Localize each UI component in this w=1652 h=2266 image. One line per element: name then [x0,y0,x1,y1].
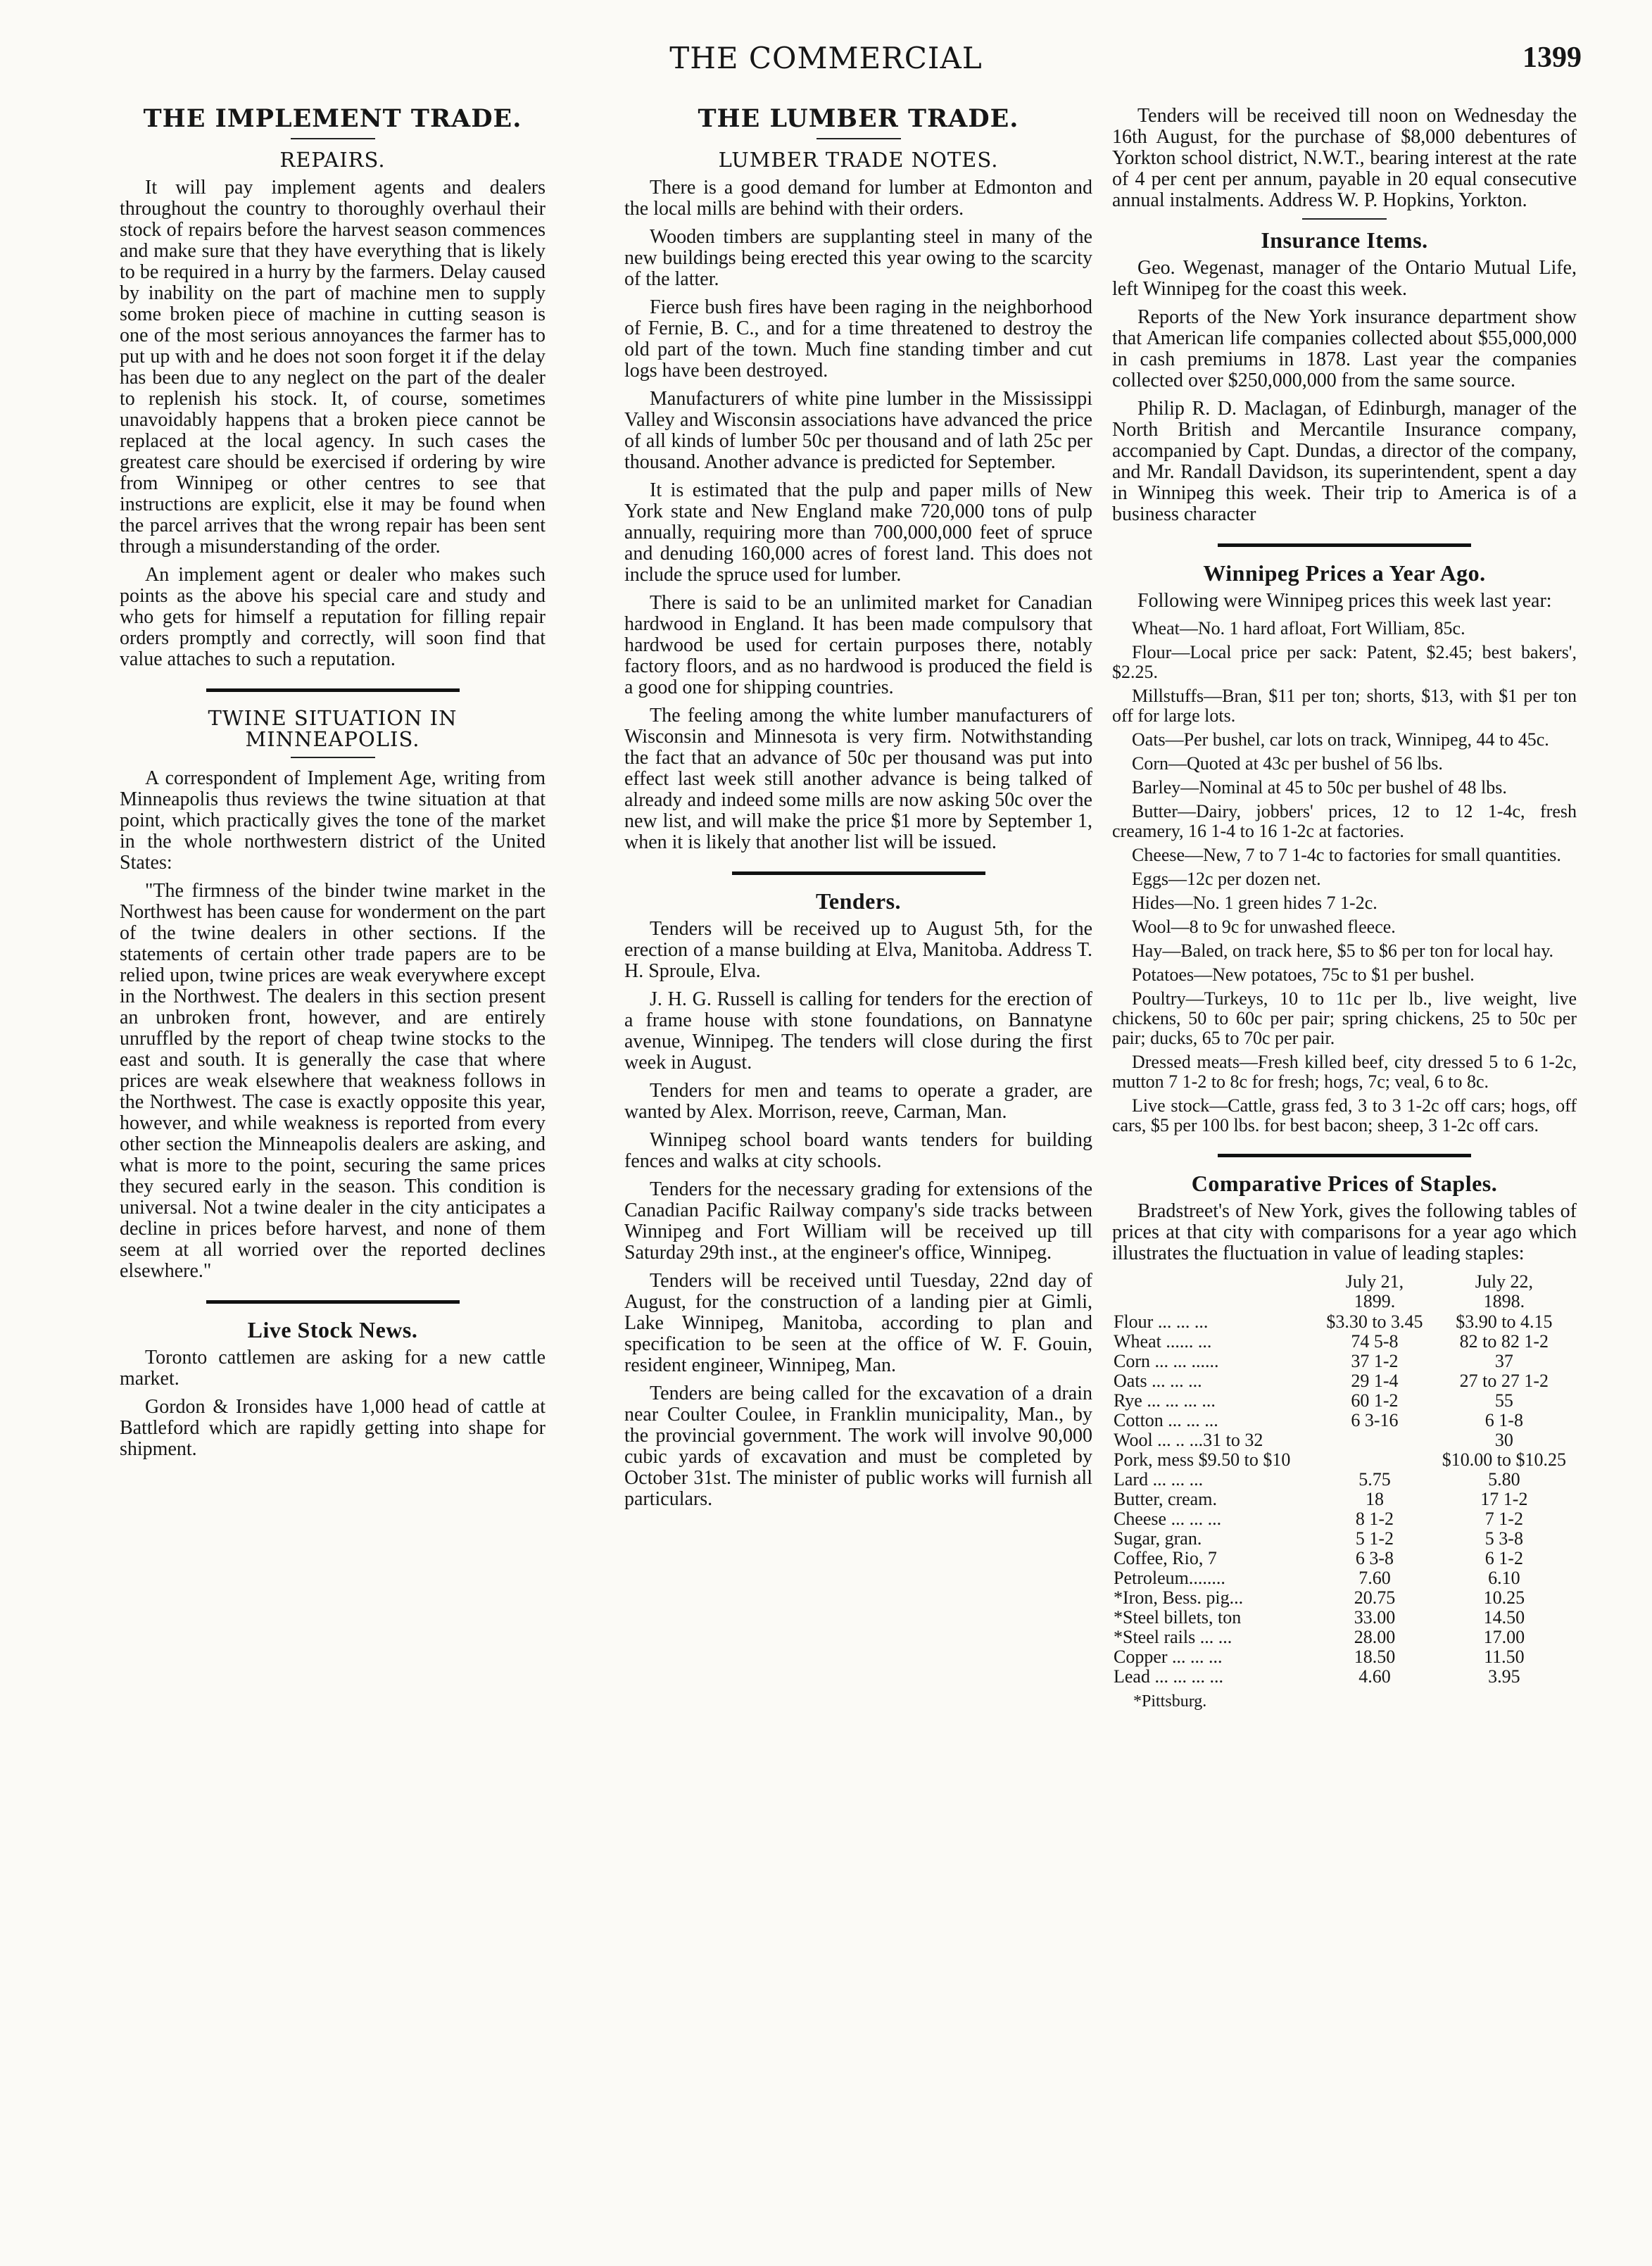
staples-intro: Bradstreet's of New York, gives the following tables of prices at that city with comparisons for a year ago which illustrates the fluctuation in value of leading staples: [1112,1200,1577,1264]
price-item: Flour—Local price per sack: Patent, $2.45; best bakers', $2.25. [1112,642,1577,682]
staple-name: *Steel billets, ton [1114,1607,1242,1628]
price-item: Butter—Dairy, jobbers' prices, 12 to 12 1-4c, fresh creamery, 16 1-4 to 16 1-2c at factories. [1112,801,1577,841]
price-item: Oats—Per bushel, car lots on track, Winnipeg, 44 to 45c. [1132,729,1549,750]
section-divider [1218,1154,1471,1157]
price-1898: 27 to 27 1-2 [1459,1371,1549,1391]
section-divider [732,871,985,875]
staple-name: Coffee, Rio, 7 [1114,1548,1217,1568]
staple-name: Cotton ... ... ... [1114,1410,1218,1430]
divider [1302,218,1387,220]
table-header-col-1898 [1432,1271,1577,1312]
price-item: Poultry—Turkeys, 10 to 11c per lb., live weight, live chickens, 50 to 60c per pair; spring chickens, 25 to 50c per pair; ducks, 65 to 70c per pair. [1112,988,1577,1048]
staple-name: *Iron, Bess. pig... [1114,1587,1244,1608]
price-1899: 37 1-2 [1351,1351,1399,1371]
footnote: *Pittsburg. [1133,1692,1207,1711]
price-item: Dressed meats—Fresh killed beef, city dressed 5 to 6 1-2c, mutton 7 1-2 to 8c for fresh; hogs, 7c; veal, 6 to 8c. [1112,1052,1577,1092]
table-header-item [1112,1271,1318,1312]
table-row [1112,1628,1577,1647]
price-1899: 20.75 [1354,1587,1396,1608]
tenders-heading: Tenders. [815,888,902,914]
staple-name: Rye ... ... ... ... [1114,1390,1216,1411]
table-row [1112,1568,1577,1588]
price-1899: 18 [1365,1489,1384,1509]
table-row [1112,1411,1577,1430]
section-divider [1218,543,1471,547]
price-item: Live stock—Cattle, grass fed, 3 to 3 1-2c off cars; hogs, off cars, $5 per 100 lbs. for best bacon; sheep, 3 1-2c off cars. [1112,1095,1577,1135]
page-number: 1399 [1522,42,1582,74]
price-item: Wheat—No. 1 hard afloat, Fort William, 85c. [1132,618,1465,638]
livestock-paragraph: Gordon & Ironsides have 1,000 head of cattle at Battleford which are rapidly getting into shape for shipment. [120,1396,546,1460]
table-header-row [1112,1271,1577,1312]
price-1898: 30 [1494,1430,1513,1450]
page-header [0,41,1652,83]
price-1899: 6 3-16 [1351,1410,1399,1430]
staple-name: Pork, mess $9.50 to $10 [1114,1449,1291,1470]
twine-paragraph: "The firmness of the binder twine market in the Northwest has been cause for wonderment on the part of the twine dealers in other sections. If the statements of certain other trade papers are to be relied upon, twine prices are weak everywhere except in the Northwest. The dealers in this section present an unbroken front, however, and are entirely unruffled by the report of cheap twine stocks to the east and south. It is generally the case that where prices are weak elsewhere that weakness follows in the Northwest. The case is exactly opposite this year, however, and while weakness is reported from every other section the Minneapolis dealers are asking, and what is more to the point, securing the same prices they secured early in the season. This condition is universal. Not a twine dealer in the city anticipates a decline in prices before harvest, and none of them seem at all worried over the reported declines elsewhere." [120,880,546,1282]
price-1899: 28.00 [1354,1627,1396,1647]
staples-heading: Comparative Prices of Staples. [1191,1171,1498,1196]
column-implement-trade [120,106,546,1467]
price-1899: 29 1-4 [1351,1371,1399,1391]
price-1899: 33.00 [1354,1607,1396,1628]
table-row [1112,1430,1577,1450]
price-item: Corn—Quoted at 43c per bushel of 56 lbs. [1132,753,1443,774]
prices-heading: Winnipeg Prices a Year Ago. [1203,560,1486,586]
price-item: Hay—Baled, on track here, $5 to $6 per ton for local hay. [1132,940,1554,961]
price-1898: 17 1-2 [1480,1489,1528,1509]
price-1899 [1318,1450,1432,1470]
price-item: Millstuffs—Bran, $11 per ton; shorts, $13, with $1 per ton off for large lots. [1112,686,1577,726]
column-lumber-trade [624,106,1092,1517]
table-row [1112,1371,1577,1391]
price-1898: 7 1-2 [1484,1509,1523,1529]
lumber-heading: THE LUMBER TRADE. [698,104,1019,133]
staple-name: Flour ... ... ... [1114,1311,1209,1332]
table-row [1112,1529,1577,1549]
table-row [1112,1312,1577,1332]
insurance-paragraph: Philip R. D. Maclagan, of Edinburgh, manager of the North British and Mercantile Insurance company, accompanied by Capt. Dundas, a director of the company, and Mr. Randall Davidson, its superintendent, spent a day in Winnipeg this week. Their trip to America is of a business character [1112,398,1577,525]
staple-name: *Steel rails ... ... [1114,1627,1232,1647]
staple-name: Copper ... ... ... [1114,1647,1223,1667]
insurance-heading: Insurance Items. [1261,227,1428,253]
column-year: 1899. [1354,1291,1396,1311]
staple-name: Lead ... ... ... ... [1114,1666,1223,1687]
table-row [1112,1470,1577,1490]
price-1898: 14.50 [1483,1607,1525,1628]
price-item: Eggs—12c per dozen net. [1132,869,1321,889]
price-1899: 60 1-2 [1351,1390,1399,1411]
price-1899: 4.60 [1358,1666,1391,1687]
livestock-paragraph: Toronto cattlemen are asking for a new cattle market. [120,1347,546,1390]
repairs-paragraph: It will pay implement agents and dealers throughout the country to thoroughly overhaul their stock of repairs before the harvest season commences and make sure that they have everything that is likely to be required in a hurry by the farmers. Delay caused by inability on the part of machine men to supply some broken piece of machine in cutting season is one of the most serious annoyances the farmer has to put up with and he does not soon forget it if the delay has been due to any neglect on the part of the dealer to replenish his stock. It, of course, sometimes unavoidably happens that a broken piece cannot be replaced at the local agency. In such cases the greatest care should be exercised if ordering by wire from Winnipeg or other centres to see that instructions are explicit, else it may be found when the parcel arrives that the wrong repair has been sent through a misunderstanding of the order. [120,177,546,558]
price-1899: 5.75 [1358,1469,1391,1490]
lumber-paragraph: The feeling among the white lumber manufacturers of Wisconsin and Minnesota is very firm. Notwithstanding the fact that an advance of 50c per thousand was put into effect last week still another advance is being talked of already and indeed some mills are now asking 50c over the new list, and will make the price $1 more by September 1, when it is likely that another list will be issued. [624,705,1092,853]
lumber-paragraph: It is estimated that the pulp and paper mills of New York state and New England make 720,000 tons of pulp annually, requiring more than 700,000,000 feet of spruce and denuding 160,000 acres of forest land. This does not include the spruce used for lumber. [624,479,1092,586]
table-row [1112,1588,1577,1608]
tender-paragraph: J. H. G. Russell is calling for tenders for the erection of a frame house with stone foundations, on Bannatyne avenue, Winnipeg. The tenders will close during the first week in August. [624,988,1092,1074]
lumber-paragraph: Manufacturers of white pine lumber in the Mississippi Valley and Wisconsin associations have advanced the price of all kinds of lumber 50c per thousand and of lath 25c per thousand. Another advance is predicted for September. [624,388,1092,473]
table-row [1112,1608,1577,1628]
staple-name: Lard ... ... ... [1114,1469,1204,1490]
table-row [1112,1450,1577,1470]
staple-name: Oats ... ... ... [1114,1371,1202,1391]
divider [816,138,901,139]
price-item: Hides—No. 1 green hides 7 1-2c. [1132,893,1377,913]
price-1898: 37 [1494,1351,1513,1371]
table-row [1112,1549,1577,1568]
staple-name: Petroleum........ [1114,1568,1225,1588]
section-divider [206,1300,460,1304]
table-row [1112,1509,1577,1529]
column-date: July 21, [1345,1271,1404,1292]
price-item: Wool—8 to 9c for unwashed fleece. [1132,917,1396,937]
column-year: 1898. [1483,1291,1525,1311]
price-1899: 5 1-2 [1355,1528,1394,1549]
lumber-paragraph: There is a good demand for lumber at Edmonton and the local mills are behind with their orders. [624,177,1092,220]
price-1898: 6 1-8 [1484,1410,1523,1430]
repairs-paragraph: An implement agent or dealer who makes such points as the above his special care and study and who gets for himself a reputation for filling repair orders promptly and correctly, will soon find that value attaches to such a reputation. [120,564,546,670]
divider [291,138,375,139]
staple-name: Sugar, gran. [1114,1528,1202,1549]
price-1899: 7.60 [1358,1568,1391,1588]
price-1898: 3.95 [1488,1666,1520,1687]
livestock-heading: Live Stock News. [247,1317,418,1342]
table-row [1112,1332,1577,1352]
staple-name: Butter, cream. [1114,1489,1217,1509]
table-row [1112,1490,1577,1509]
staple-name: Wheat ...... ... [1114,1331,1212,1352]
price-item: Barley—Nominal at 45 to 50c per bushel of 48 lbs. [1132,777,1507,798]
tender-paragraph: Tenders for the necessary grading for extensions of the Canadian Pacific Railway company's side tracks between Winnipeg and Fort William will be received up till Saturday 29th inst., at the engineer's office, Winnipeg. [624,1178,1092,1264]
column-right [1112,106,1577,1712]
price-1898: $3.90 to 4.15 [1456,1311,1553,1332]
insurance-paragraph: Geo. Wegenast, manager of the Ontario Mutual Life, left Winnipeg for the coast this week. [1112,257,1577,300]
price-1899 [1318,1430,1432,1450]
price-1899: 8 1-2 [1355,1509,1394,1529]
price-1899: 18.50 [1354,1647,1396,1667]
lumber-paragraph: There is said to be an unlimited market for Canadian hardwood in England. It has been made compulsory that hardwood be used for certain purposes there, notably factory floors, and as no hardwood is produced the field is a good one for shipping countries. [624,592,1092,698]
tender-paragraph: Tenders will be received up to August 5th, for the erection of a manse building at Elva, Manitoba. Address T. H. Sproule, Elva. [624,918,1092,982]
tender-paragraph: Tenders are being called for the excavation of a drain near Coulter Coulee, in Franklin municipality, Man., by the provincial government. The work will involve 90,000 cubic yards of excavation and must be completed by October 31st. The minister of public works will furnish all particulars. [624,1383,1092,1510]
price-1899: 74 5-8 [1351,1331,1399,1352]
staples-table-body [1112,1312,1577,1687]
table-row [1112,1667,1577,1687]
lumber-notes-heading: LUMBER TRADE NOTES. [718,148,999,172]
price-1898: $10.00 to $10.25 [1442,1449,1566,1470]
lumber-paragraph: Fierce bush fires have been raging in the neighborhood of Fernie, B. C., and for a time threatened to destroy the old part of the town. Much fine standing timber and cut logs have been destroyed. [624,296,1092,382]
tender-paragraph: Tenders will be received until Tuesday, 22nd day of August, for the construction of a landing pier at Gimli, Lake Winnipeg, Manitoba, according to plan and specification to be seen at the office of W. F. Gouin, resident engineer, Winnipeg, Man. [624,1270,1092,1376]
price-item: Cheese—New, 7 to 7 1-4c to factories for small quantities. [1132,845,1561,865]
repairs-heading: REPAIRS. [279,148,386,172]
price-1898: 5.80 [1488,1469,1520,1490]
divider [291,757,375,758]
staple-name: Corn ... ... ...... [1114,1351,1219,1371]
price-1898: 6 1-2 [1484,1548,1523,1568]
staples-table [1112,1271,1577,1687]
twine-heading: TWINE SITUATION IN MINNEAPOLIS. [208,706,458,751]
table-row [1112,1352,1577,1371]
section-divider [206,688,460,692]
price-1898: 17.00 [1483,1627,1525,1647]
staple-name: Cheese ... ... ... [1114,1509,1222,1529]
table-row [1112,1391,1577,1411]
price-1899: 6 3-8 [1355,1548,1394,1568]
tender-paragraph: Tenders for men and teams to operate a grader, are wanted by Alex. Morrison, reeve, Carman, Man. [624,1080,1092,1123]
staple-name: Wool ... .. ...31 to 32 [1114,1430,1263,1450]
twine-paragraph: A correspondent of Implement Age, writing from Minneapolis thus reviews the twine situation at that point, which practically gives the tone of the market in the whole northwestern district of the United States: [120,767,546,874]
price-1898: 6.10 [1488,1568,1520,1588]
table-row [1112,1647,1577,1667]
running-title: THE COMMERCIAL [669,41,983,75]
column-date: July 22, [1475,1271,1534,1292]
price-1899: $3.30 to 3.45 [1326,1311,1423,1332]
price-1898: 10.25 [1483,1587,1525,1608]
price-1898: 82 to 82 1-2 [1459,1331,1549,1352]
yorkton-tender-paragraph: Tenders will be received till noon on Wednesday the 16th August, for the purchase of $8,000 debentures of Yorkton school district, N.W.T., bearing interest at the rate of 4 per cent per annum, payable in 20 equal consecutive annual instalments. Address W. P. Hopkins, Yorkton. [1112,105,1577,211]
lumber-paragraph: Wooden timbers are supplanting steel in many of the new buildings being erected this year owing to the scarcity of the latter. [624,226,1092,290]
tender-paragraph: Winnipeg school board wants tenders for building fences and walks at city schools. [624,1129,1092,1172]
implement-heading: THE IMPLEMENT TRADE. [143,104,522,133]
prices-intro: Following were Winnipeg prices this week last year: [1137,590,1552,612]
price-1898: 11.50 [1484,1647,1525,1667]
price-item: Potatoes—New potatoes, 75c to $1 per bushel. [1132,964,1475,985]
price-1898: 5 3-8 [1484,1528,1523,1549]
table-header-col-1899 [1318,1271,1432,1312]
insurance-paragraph: Reports of the New York insurance department show that American life companies collected about $55,000,000 in cash premiums in 1878. Last year the companies collected over $250,000,000 from the same source. [1112,306,1577,391]
price-1898: 55 [1494,1390,1513,1411]
